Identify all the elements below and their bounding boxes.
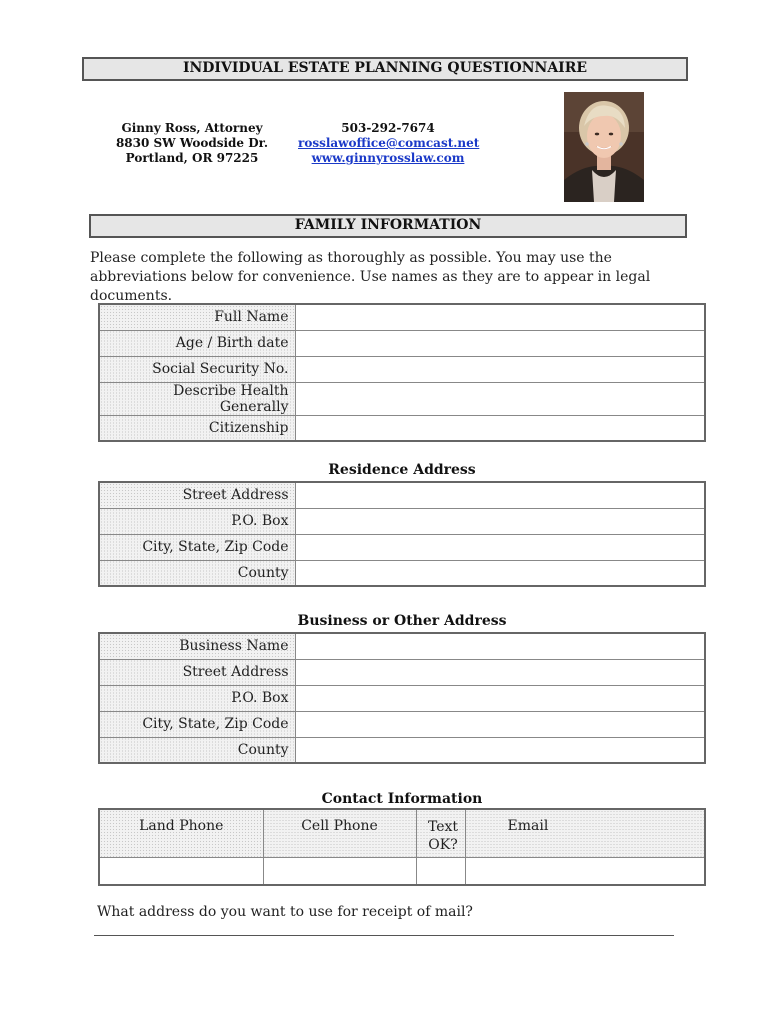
field-label: Citizenship bbox=[99, 415, 295, 441]
field-label: Full Name bbox=[99, 304, 295, 330]
residence-county-field[interactable] bbox=[295, 560, 705, 586]
table-row bbox=[99, 711, 705, 737]
attorney-street: 8830 SW Woodside Dr. bbox=[115, 136, 269, 150]
attorney-photo bbox=[564, 92, 644, 202]
full-name-field[interactable] bbox=[295, 304, 705, 330]
column-header: Text OK? bbox=[416, 809, 465, 857]
table-row bbox=[99, 633, 705, 659]
residence-po-box-field[interactable] bbox=[295, 508, 705, 534]
attorney-website-link[interactable]: www.ginnyrosslaw.com bbox=[311, 151, 465, 165]
attorney-name: Ginny Ross, Attorney bbox=[121, 121, 263, 135]
table-row bbox=[99, 304, 705, 330]
family-information-table bbox=[98, 303, 706, 442]
table-row bbox=[99, 560, 705, 586]
field-label: P.O. Box bbox=[99, 685, 295, 711]
business-city-field[interactable] bbox=[295, 711, 705, 737]
table-row bbox=[99, 330, 705, 356]
field-label: Street Address bbox=[99, 659, 295, 685]
cell-phone-field[interactable] bbox=[263, 857, 416, 885]
field-label: P.O. Box bbox=[99, 508, 295, 534]
attorney-contact-block bbox=[298, 121, 478, 166]
residence-address-heading: Residence Address bbox=[328, 462, 476, 478]
residence-street-field[interactable] bbox=[295, 482, 705, 508]
land-phone-field[interactable] bbox=[99, 857, 263, 885]
field-label: Business Name bbox=[99, 633, 295, 659]
family-information-title: FAMILY INFORMATION bbox=[89, 214, 687, 238]
business-address-heading: Business or Other Address bbox=[297, 613, 507, 629]
ssn-field[interactable] bbox=[295, 356, 705, 382]
residence-city-field[interactable] bbox=[295, 534, 705, 560]
field-label: Street Address bbox=[99, 482, 295, 508]
email-field[interactable] bbox=[465, 857, 705, 885]
field-label: Age / Birth date bbox=[99, 330, 295, 356]
table-row bbox=[99, 659, 705, 685]
contact-information-heading: Contact Information bbox=[321, 791, 483, 807]
field-label: City, State, Zip Code bbox=[99, 711, 295, 737]
field-label: Social Security No. bbox=[99, 356, 295, 382]
instructions-text: Please complete the following as thoroughly as possible. You may use the abbreviations below for convenience. Use names as they are to appear in legal documents. bbox=[90, 250, 651, 304]
attorney-city: Portland, OR 97225 bbox=[125, 151, 259, 165]
contact-information-table bbox=[98, 808, 706, 886]
column-header: Email bbox=[465, 809, 705, 857]
table-row bbox=[99, 382, 705, 415]
residence-address-table bbox=[98, 481, 706, 587]
citizenship-field[interactable] bbox=[295, 415, 705, 441]
attorney-email-link[interactable]: rosslawoffice@comcast.net bbox=[298, 136, 480, 150]
table-row bbox=[99, 737, 705, 763]
table-row bbox=[99, 534, 705, 560]
birth-date-field[interactable] bbox=[295, 330, 705, 356]
attorney-address-block bbox=[112, 121, 272, 166]
column-header: Cell Phone bbox=[263, 809, 416, 857]
table-row bbox=[99, 508, 705, 534]
table-row bbox=[99, 857, 705, 885]
business-name-field[interactable] bbox=[295, 633, 705, 659]
table-row bbox=[99, 482, 705, 508]
attorney-phone: 503-292-7674 bbox=[341, 121, 435, 135]
business-street-field[interactable] bbox=[295, 659, 705, 685]
table-row bbox=[99, 415, 705, 441]
table-row bbox=[99, 685, 705, 711]
questionnaire-title: INDIVIDUAL ESTATE PLANNING QUESTIONNAIRE bbox=[82, 57, 688, 81]
field-label: County bbox=[99, 560, 295, 586]
health-field[interactable] bbox=[295, 382, 705, 415]
text-ok-field[interactable] bbox=[416, 857, 465, 885]
mail-address-question: What address do you want to use for receipt of mail? bbox=[97, 904, 473, 920]
field-label: County bbox=[99, 737, 295, 763]
mail-address-answer-line[interactable] bbox=[94, 935, 674, 936]
business-address-table bbox=[98, 632, 706, 764]
business-po-box-field[interactable] bbox=[295, 685, 705, 711]
business-county-field[interactable] bbox=[295, 737, 705, 763]
table-header-row bbox=[99, 809, 705, 857]
table-row bbox=[99, 356, 705, 382]
column-header: Land Phone bbox=[99, 809, 263, 857]
field-label: Describe Health Generally bbox=[99, 382, 295, 415]
field-label: City, State, Zip Code bbox=[99, 534, 295, 560]
